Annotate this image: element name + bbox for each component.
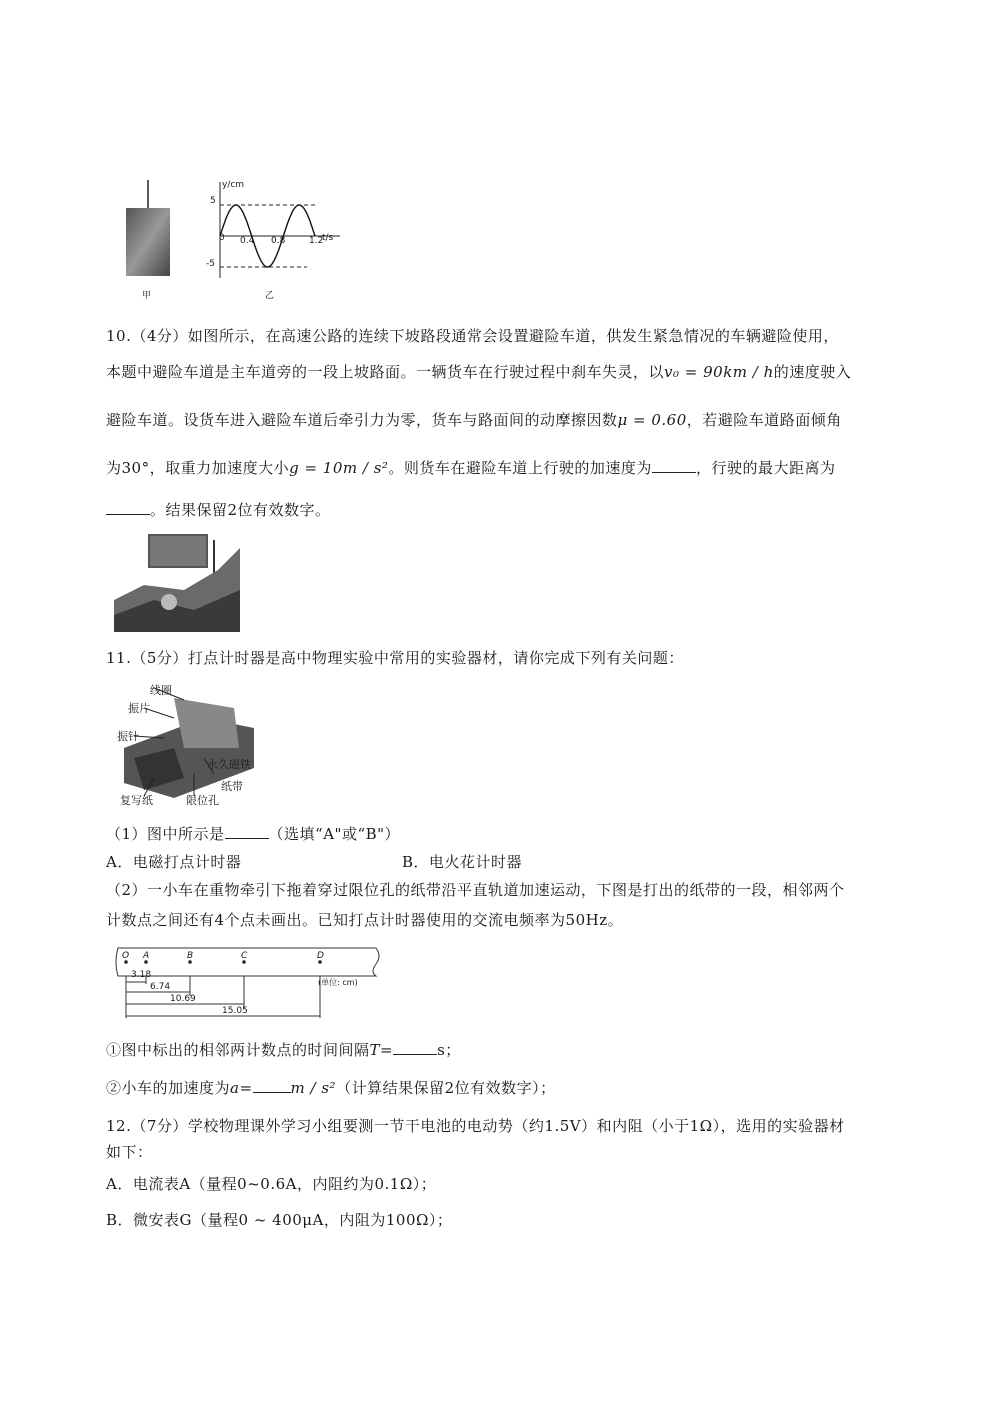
tape-value-oc: 10.69 xyxy=(170,994,196,1004)
q10-line1: 10.（4分）如图所示，在高速公路的连续下坡路段通常会设置避险车道，供发生紧急情况的车辆避险使用， xyxy=(106,327,839,345)
q11-part1-text: （1）图中所示是 xyxy=(106,825,225,843)
sine-ttick-08: 0.8 xyxy=(271,236,286,246)
q10-v0: v₀ = 90km / h xyxy=(664,363,774,381)
tape-point-b: B xyxy=(187,951,194,961)
q10-answer-blank-2[interactable] xyxy=(106,500,150,515)
q10-line2 xyxy=(106,362,851,382)
tape-point-o: O xyxy=(122,951,130,961)
q12-item-b: B．微安表G（量程0 ~ 400μA，内阻为100Ω）； xyxy=(106,1211,453,1229)
tape-value-oa: 3.18 xyxy=(131,970,152,980)
sine-ytick-5: 5 xyxy=(210,196,216,206)
timer-label-tape: 纸带 xyxy=(221,780,243,793)
fig-label-yi: 乙 xyxy=(265,291,275,301)
q11-part1 xyxy=(106,824,400,844)
q10-line3-a: 避险车道。设货车进入避险车道后牵引力为零，货车与路面间的动摩擦因数 xyxy=(106,411,618,429)
q10-g: g = 10m / s² xyxy=(289,459,389,477)
sine-ytick-neg5: -5 xyxy=(206,259,215,269)
q11-sub1-b: s； xyxy=(437,1041,461,1059)
escape-lane-photo xyxy=(114,530,244,632)
q12-line2: 如下： xyxy=(106,1143,153,1161)
timer-label-carbon: 复写纸 xyxy=(120,794,153,807)
timer-label-needle: 振针 xyxy=(117,730,139,743)
q11-sub2 xyxy=(106,1078,556,1098)
q10-mu: μ = 0.60 xyxy=(617,411,687,429)
q11-sub2-var: a= xyxy=(230,1079,253,1097)
sine-ytick-0: 0 xyxy=(219,233,225,243)
q10-line5-text: 。结果保留2位有效数字。 xyxy=(150,501,331,519)
tape-value-ob: 6.74 xyxy=(150,982,171,992)
timer-label-vibrator: 振片 xyxy=(128,702,150,715)
q11-part2-line1: （2）一小车在重物牵引下拖着穿过限位孔的纸带沿平直轨道加速运动，下图是打出的纸带的一段，相邻两个 xyxy=(106,881,845,899)
q11-intro: 11.（5分）打点计时器是高中物理实验中常用的实验器材，请你完成下列有关问题： xyxy=(106,649,684,667)
timer-label-magnet: 永久磁铁 xyxy=(207,758,251,771)
sine-ttick-04: 0.4 xyxy=(240,236,255,246)
spring-block-image xyxy=(118,180,178,290)
sine-t-label: t/s xyxy=(322,233,334,243)
fig-label-jia: 甲 xyxy=(142,291,152,301)
tape-point-a: A xyxy=(143,951,150,961)
q11-answer-blank-2[interactable] xyxy=(393,1040,437,1055)
q10-line4-c: ，行驶的最大距离为 xyxy=(695,459,836,477)
q10-answer-blank-1[interactable] xyxy=(652,458,696,473)
q11-part1-hint: （选填“A"或“B"） xyxy=(268,825,401,843)
q11-answer-blank-3[interactable] xyxy=(253,1078,291,1093)
figure-jia xyxy=(118,180,178,290)
tape-point-d: D xyxy=(317,951,324,961)
q10-line4-a: 为30°，取重力加速度大小 xyxy=(106,459,290,477)
tape-unit: (单位: cm) xyxy=(318,978,358,987)
q11-part2-line2: 计数点之间还有4个点未画出。已知打点计时器使用的交流电频率为50Hz。 xyxy=(106,911,624,929)
q10-line4-b: 。则货车在避险车道上行驶的加速度为 xyxy=(388,459,652,477)
q12-line1: 12.（7分）学校物理课外学习小组要测一节干电池的电动势（约1.5V）和内阻（小于1Ω），选用的实验器材 xyxy=(106,1117,845,1135)
q12-item-a: A．电流表A（量程0~0.6A，内阻约为0.1Ω）； xyxy=(106,1175,437,1193)
q11-sub2-unit: m / s² xyxy=(290,1079,337,1097)
q10-line5 xyxy=(106,500,331,520)
q10-line3 xyxy=(106,410,842,430)
q11-sub2-b: （计算结果保留2位有效数字）； xyxy=(336,1079,556,1097)
sine-ttick-12: 1.2 xyxy=(309,236,324,246)
q11-answer-blank-1[interactable] xyxy=(225,824,269,839)
timer-label-coil: 线圈 xyxy=(150,684,172,697)
q10-line2-b: 的速度驶入 xyxy=(773,363,852,381)
q11-option-a: A．电磁打点计时器 xyxy=(106,853,242,871)
tape-value-od: 15.05 xyxy=(222,1006,248,1016)
timer-label-hole: 限位孔 xyxy=(186,794,219,807)
q10-line2-a: 本题中避险车道是主车道旁的一段上坡路面。一辆货车在行驶过程中刹车失灵，以 xyxy=(106,363,665,381)
q11-option-b: B．电火花计时器 xyxy=(402,853,523,871)
q11-sub1-var: T= xyxy=(369,1041,394,1059)
q11-sub1-a: ①图中标出的相邻两计数点的时间间隔 xyxy=(106,1041,370,1059)
q11-sub2-a: ②小车的加速度为 xyxy=(106,1079,231,1097)
sine-y-label: y/cm xyxy=(222,180,245,190)
tape-point-c: C xyxy=(241,951,248,961)
q10-line3-b: ，若避险车道路面倾角 xyxy=(686,411,842,429)
escape-lane-image xyxy=(114,530,244,632)
q11-sub1 xyxy=(106,1040,461,1060)
q10-line4 xyxy=(106,458,835,478)
